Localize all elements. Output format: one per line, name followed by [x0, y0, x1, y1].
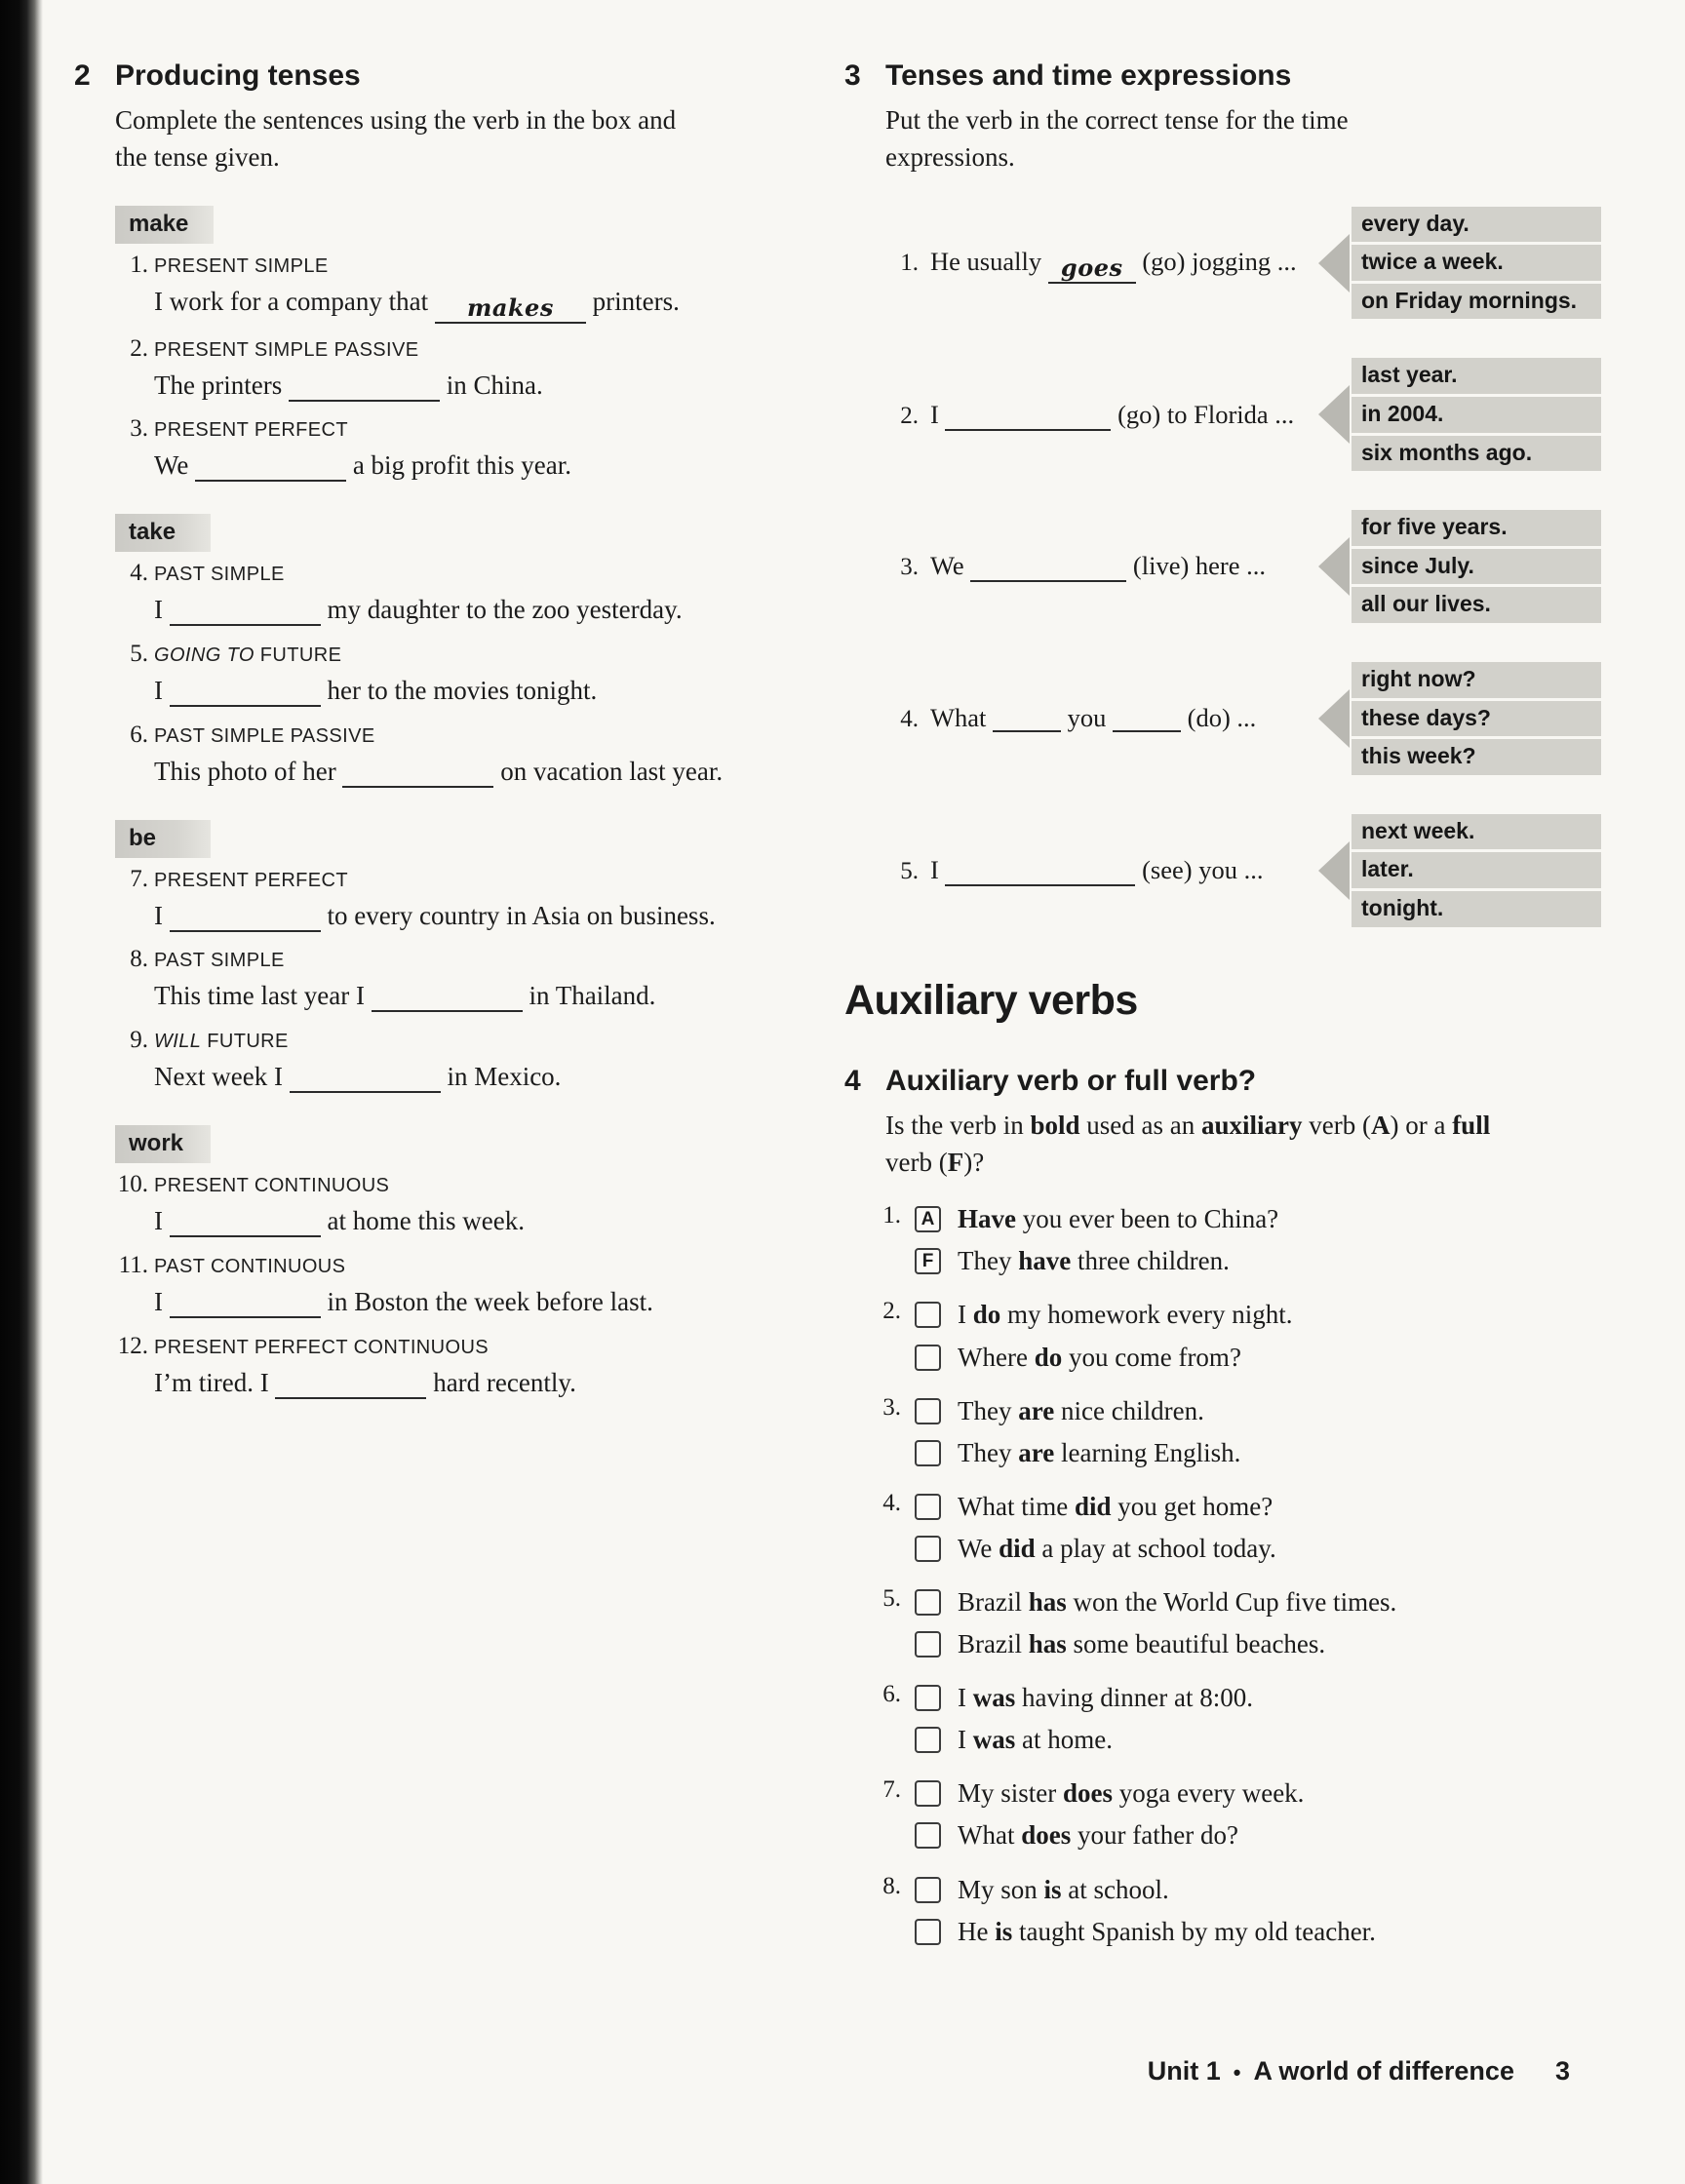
time-option: next week. — [1352, 814, 1601, 850]
exercise4-item — [868, 1873, 1625, 1957]
time-options — [1352, 355, 1601, 474]
item-number: 10. — [117, 1171, 148, 1198]
sentence-text: I — [154, 595, 163, 625]
sentence — [154, 1203, 766, 1240]
answer-box — [915, 1494, 941, 1520]
sentence — [930, 396, 1294, 433]
item-number: 1. — [130, 251, 148, 278]
sentence: What time did you get home? — [958, 1491, 1274, 1521]
sentence-text: printers. — [592, 286, 680, 316]
time-options — [1352, 204, 1601, 323]
sentence-text: The printers — [154, 370, 283, 400]
sentence: We did a play at school today. — [958, 1533, 1276, 1563]
sentence-text: This time last year I — [154, 981, 365, 1011]
section3-instructions: Put the verb in the correct tense for the time expressions. — [885, 105, 1349, 173]
page-footer — [1148, 2056, 1570, 2086]
time-option: twice a week. — [1352, 245, 1601, 281]
arrow-left-icon — [1318, 841, 1350, 900]
item-number: 3. — [130, 415, 148, 443]
section3-number: 3 — [844, 59, 861, 92]
fill-blank — [372, 985, 523, 1012]
sentence-text: I’m tired. I — [154, 1367, 269, 1397]
exercise2-item — [113, 335, 766, 405]
answer-box — [915, 1685, 941, 1711]
answer-box — [915, 1345, 941, 1371]
exercise4-item — [868, 1585, 1625, 1669]
sentence: I was having dinner at 8:00. — [958, 1683, 1253, 1713]
tense-label: PAST SIMPLE — [154, 950, 285, 972]
item-number: 1. — [900, 249, 919, 276]
sentence — [154, 1284, 766, 1321]
sentence — [154, 368, 766, 405]
arrow-left-icon — [1318, 537, 1350, 596]
sentence — [930, 699, 1256, 736]
exercise2-item — [113, 1252, 766, 1321]
sentence: They are nice children. — [958, 1395, 1204, 1425]
time-options — [1352, 811, 1601, 930]
exercise2-item — [113, 1027, 766, 1096]
item-number: 5. — [130, 641, 148, 668]
exercise2-item — [113, 560, 766, 629]
fill-blank — [945, 861, 1135, 886]
sentence-text: in Mexico. — [447, 1062, 562, 1092]
item-number: 7. — [130, 865, 148, 892]
tense-label: PRESENT SIMPLE PASSIVE — [154, 338, 419, 361]
exercise3-item — [883, 811, 1625, 930]
sentence-text: I work for a company that — [154, 286, 429, 316]
fill-blank — [170, 680, 321, 707]
time-option: this week? — [1352, 739, 1601, 775]
item-number: 2. — [900, 402, 919, 429]
fill-blank — [195, 454, 346, 482]
tense-label: PAST SIMPLE — [154, 564, 285, 586]
sentence: They are learning English. — [958, 1437, 1241, 1467]
exercise2-item — [113, 252, 766, 324]
fill-blank — [1113, 707, 1181, 732]
item-number: 1. — [882, 1202, 901, 1229]
tense-label: PAST SIMPLE PASSIVE — [154, 724, 375, 747]
answer-box — [915, 1302, 941, 1328]
answer-box — [915, 1206, 941, 1232]
time-option: all our lives. — [1352, 587, 1601, 623]
item-number: 9. — [130, 1027, 148, 1054]
item-number: 11. — [118, 1251, 148, 1278]
fill-blank — [275, 1372, 426, 1399]
answer-box — [915, 1631, 941, 1658]
time-option: later. — [1352, 852, 1601, 888]
tense-label: PRESENT CONTINUOUS — [154, 1175, 390, 1197]
sentence-text: (do) ... — [1187, 703, 1257, 733]
sentence-text: I — [154, 1206, 163, 1236]
item-number: 2. — [130, 334, 148, 362]
time-option: since July. — [1352, 549, 1601, 585]
footer-bullet: • — [1233, 2060, 1241, 2085]
verb-box-be: be — [115, 820, 211, 858]
section2-heading — [74, 58, 766, 94]
page-number: 3 — [1554, 2056, 1570, 2086]
sentence — [154, 1365, 766, 1402]
exercise3-item — [883, 204, 1625, 323]
tense-label: PRESENT SIMPLE — [154, 254, 329, 277]
exercise4-item — [868, 1394, 1625, 1478]
sentence-text: in Boston the week before last. — [327, 1286, 653, 1316]
sentence: My son is at school. — [958, 1874, 1169, 1904]
sentence-text: hard recently. — [433, 1367, 576, 1397]
item-number: 6. — [882, 1681, 901, 1708]
item-number: 6. — [130, 721, 148, 748]
time-options — [1352, 507, 1601, 626]
section2-title: Producing tenses — [115, 59, 361, 92]
time-option: tonight. — [1352, 891, 1601, 927]
arrow-left-icon — [1318, 689, 1350, 748]
exercise2-item — [113, 946, 766, 1015]
time-option: six months ago. — [1352, 436, 1601, 472]
sentence — [154, 448, 766, 485]
exercise3-item — [883, 355, 1625, 474]
sentence-text: (live) here ... — [1132, 551, 1267, 581]
answer-box — [915, 1440, 941, 1466]
section2-number: 2 — [74, 59, 91, 92]
answer-letter: A — [921, 1208, 935, 1229]
item-number: 3. — [900, 554, 919, 581]
exercise2-item — [113, 641, 766, 710]
sentence-text: a big profit this year. — [352, 450, 572, 481]
footer-book-title: A world of difference — [1253, 2056, 1514, 2086]
sentence — [154, 898, 766, 935]
tense-label: PRESENT PERFECT CONTINUOUS — [154, 1336, 490, 1358]
fill-blank — [170, 1291, 321, 1318]
sentence-text: in China. — [446, 370, 543, 400]
answer-box — [915, 1398, 941, 1424]
fill-blank — [1048, 253, 1136, 284]
exercise2-item — [113, 1333, 766, 1402]
fill-blank — [170, 905, 321, 932]
exercise2-item — [113, 1171, 766, 1240]
item-number: 4. — [130, 560, 148, 587]
item-number: 3. — [882, 1393, 901, 1421]
answer-box — [915, 1822, 941, 1849]
tense-label: PRESENT PERFECT — [154, 419, 348, 442]
exercise3-item — [883, 659, 1625, 778]
sentence-text: her to the movies tonight. — [327, 676, 598, 706]
verb-box-take: take — [115, 514, 211, 552]
time-option: last year. — [1352, 358, 1601, 394]
section4-title: Auxiliary verb or full verb? — [885, 1064, 1257, 1097]
exercise4-item — [868, 1490, 1625, 1574]
sentence-text: (go) jogging ... — [1142, 246, 1297, 276]
item-number: 12. — [117, 1332, 148, 1359]
answer-box — [915, 1877, 941, 1903]
sentence-text: (go) to Florida ... — [1117, 399, 1295, 429]
verb-box-make: make — [115, 206, 214, 244]
sentence-text: (see) you ... — [1142, 855, 1264, 885]
section4-instructions: Is the verb in bold used as an auxiliary verb (A) or a full verb (F)? — [885, 1110, 1491, 1177]
sentence-text: to every country in Asia on business. — [327, 900, 716, 930]
time-options — [1352, 659, 1601, 778]
exercise4-item — [868, 1776, 1625, 1860]
sentence — [930, 547, 1266, 584]
item-number: 2. — [882, 1298, 901, 1325]
fill-blank — [993, 707, 1061, 732]
sentence: He is taught Spanish by my old teacher. — [958, 1916, 1376, 1946]
sentence — [154, 978, 766, 1015]
item-number: 4. — [900, 706, 919, 733]
exercise4-item — [868, 1202, 1625, 1286]
answer-box — [915, 1727, 941, 1753]
section4-heading — [844, 1064, 1625, 1099]
sentence-text: What — [930, 703, 987, 733]
time-option: on Friday mornings. — [1352, 284, 1601, 320]
answer-letter: F — [921, 1250, 934, 1271]
sentence-text: He usually — [930, 246, 1042, 276]
time-option: every day. — [1352, 207, 1601, 243]
sentence-text: Next week I — [154, 1062, 283, 1092]
sentence: Brazil has won the World Cup five times. — [958, 1586, 1397, 1617]
verb-box-work: work — [115, 1125, 211, 1163]
tense-label: WILL FUTURE — [154, 1031, 289, 1053]
sentence-text: This photo of her — [154, 756, 336, 786]
time-option: these days? — [1352, 701, 1601, 737]
fill-blank — [970, 557, 1126, 582]
answer-box — [915, 1248, 941, 1274]
sentence-text: my daughter to the zoo yesterday. — [327, 595, 683, 625]
sentence: I was at home. — [958, 1725, 1113, 1755]
fill-blank — [342, 760, 493, 788]
exercise2-item — [113, 722, 766, 791]
sentence-text: you — [1067, 703, 1107, 733]
arrow-left-icon — [1318, 234, 1350, 292]
sentence-text: I — [930, 399, 939, 429]
section2-instructions: Complete the sentences using the verb in the box and the tense given. — [115, 105, 677, 173]
exercise4-item — [868, 1681, 1625, 1765]
sentence — [154, 754, 766, 791]
fill-blank — [289, 374, 440, 402]
sentence: They have three children. — [958, 1246, 1230, 1276]
tense-label: PRESENT PERFECT — [154, 869, 348, 891]
time-option: right now? — [1352, 662, 1601, 698]
right-column — [844, 58, 1625, 1969]
left-column — [74, 58, 766, 1413]
sentence-text: on vacation last year. — [500, 756, 724, 786]
sentence: My sister does yoga every week. — [958, 1778, 1305, 1809]
exercise3-item — [883, 507, 1625, 626]
item-number: 8. — [882, 1872, 901, 1899]
item-number: 5. — [882, 1584, 901, 1612]
sentence-text: We — [154, 450, 189, 481]
tense-label: PAST CONTINUOUS — [154, 1255, 346, 1277]
sentence — [930, 243, 1297, 284]
sentence — [154, 284, 766, 324]
exercise2-item — [113, 415, 766, 485]
exercise2-item — [113, 866, 766, 935]
time-option: for five years. — [1352, 510, 1601, 546]
sentence: What does your father do? — [958, 1820, 1238, 1851]
fill-blank — [290, 1066, 441, 1093]
fill-blank — [945, 406, 1111, 431]
sentence-text: We — [930, 551, 964, 581]
handwritten-answer: makes — [466, 292, 554, 322]
sentence: Where do you come from? — [958, 1342, 1241, 1372]
exercise4-item — [868, 1298, 1625, 1382]
sentence — [930, 851, 1263, 888]
answer-box — [915, 1919, 941, 1945]
fill-blank — [170, 1210, 321, 1237]
sentence-text: I — [154, 900, 163, 930]
tense-label: GOING TO FUTURE — [154, 644, 342, 667]
sentence: Brazil has some beautiful beaches. — [958, 1629, 1326, 1659]
sentence-text: I — [154, 1286, 163, 1316]
fill-blank — [435, 292, 586, 324]
sentence-text: in Thailand. — [529, 981, 656, 1011]
item-number: 4. — [882, 1489, 901, 1516]
item-number: 5. — [900, 858, 919, 885]
item-number: 7. — [882, 1776, 901, 1804]
footer-unit: Unit 1 — [1147, 2056, 1221, 2086]
handwritten-answer: goes — [1060, 253, 1123, 282]
sentence — [154, 592, 766, 629]
sentence: I do my homework every night. — [958, 1300, 1293, 1330]
sentence: Have you ever been to China? — [958, 1204, 1279, 1234]
sentence-text: I — [154, 676, 163, 706]
auxiliary-verbs-heading: Auxiliary verbs — [844, 976, 1138, 1024]
sentence — [154, 1059, 766, 1096]
answer-box — [915, 1536, 941, 1562]
answer-box — [915, 1589, 941, 1616]
sentence — [154, 673, 766, 710]
section4-number: 4 — [844, 1064, 861, 1097]
fill-blank — [170, 599, 321, 626]
section3-title: Tenses and time expressions — [885, 59, 1292, 92]
section3-heading — [844, 58, 1625, 94]
sentence-text: I — [930, 855, 939, 885]
arrow-left-icon — [1318, 385, 1350, 444]
time-option: in 2004. — [1352, 397, 1601, 433]
item-number: 8. — [130, 946, 148, 973]
book-binding — [0, 0, 43, 2184]
sentence-text: at home this week. — [327, 1206, 525, 1236]
answer-box — [915, 1780, 941, 1807]
